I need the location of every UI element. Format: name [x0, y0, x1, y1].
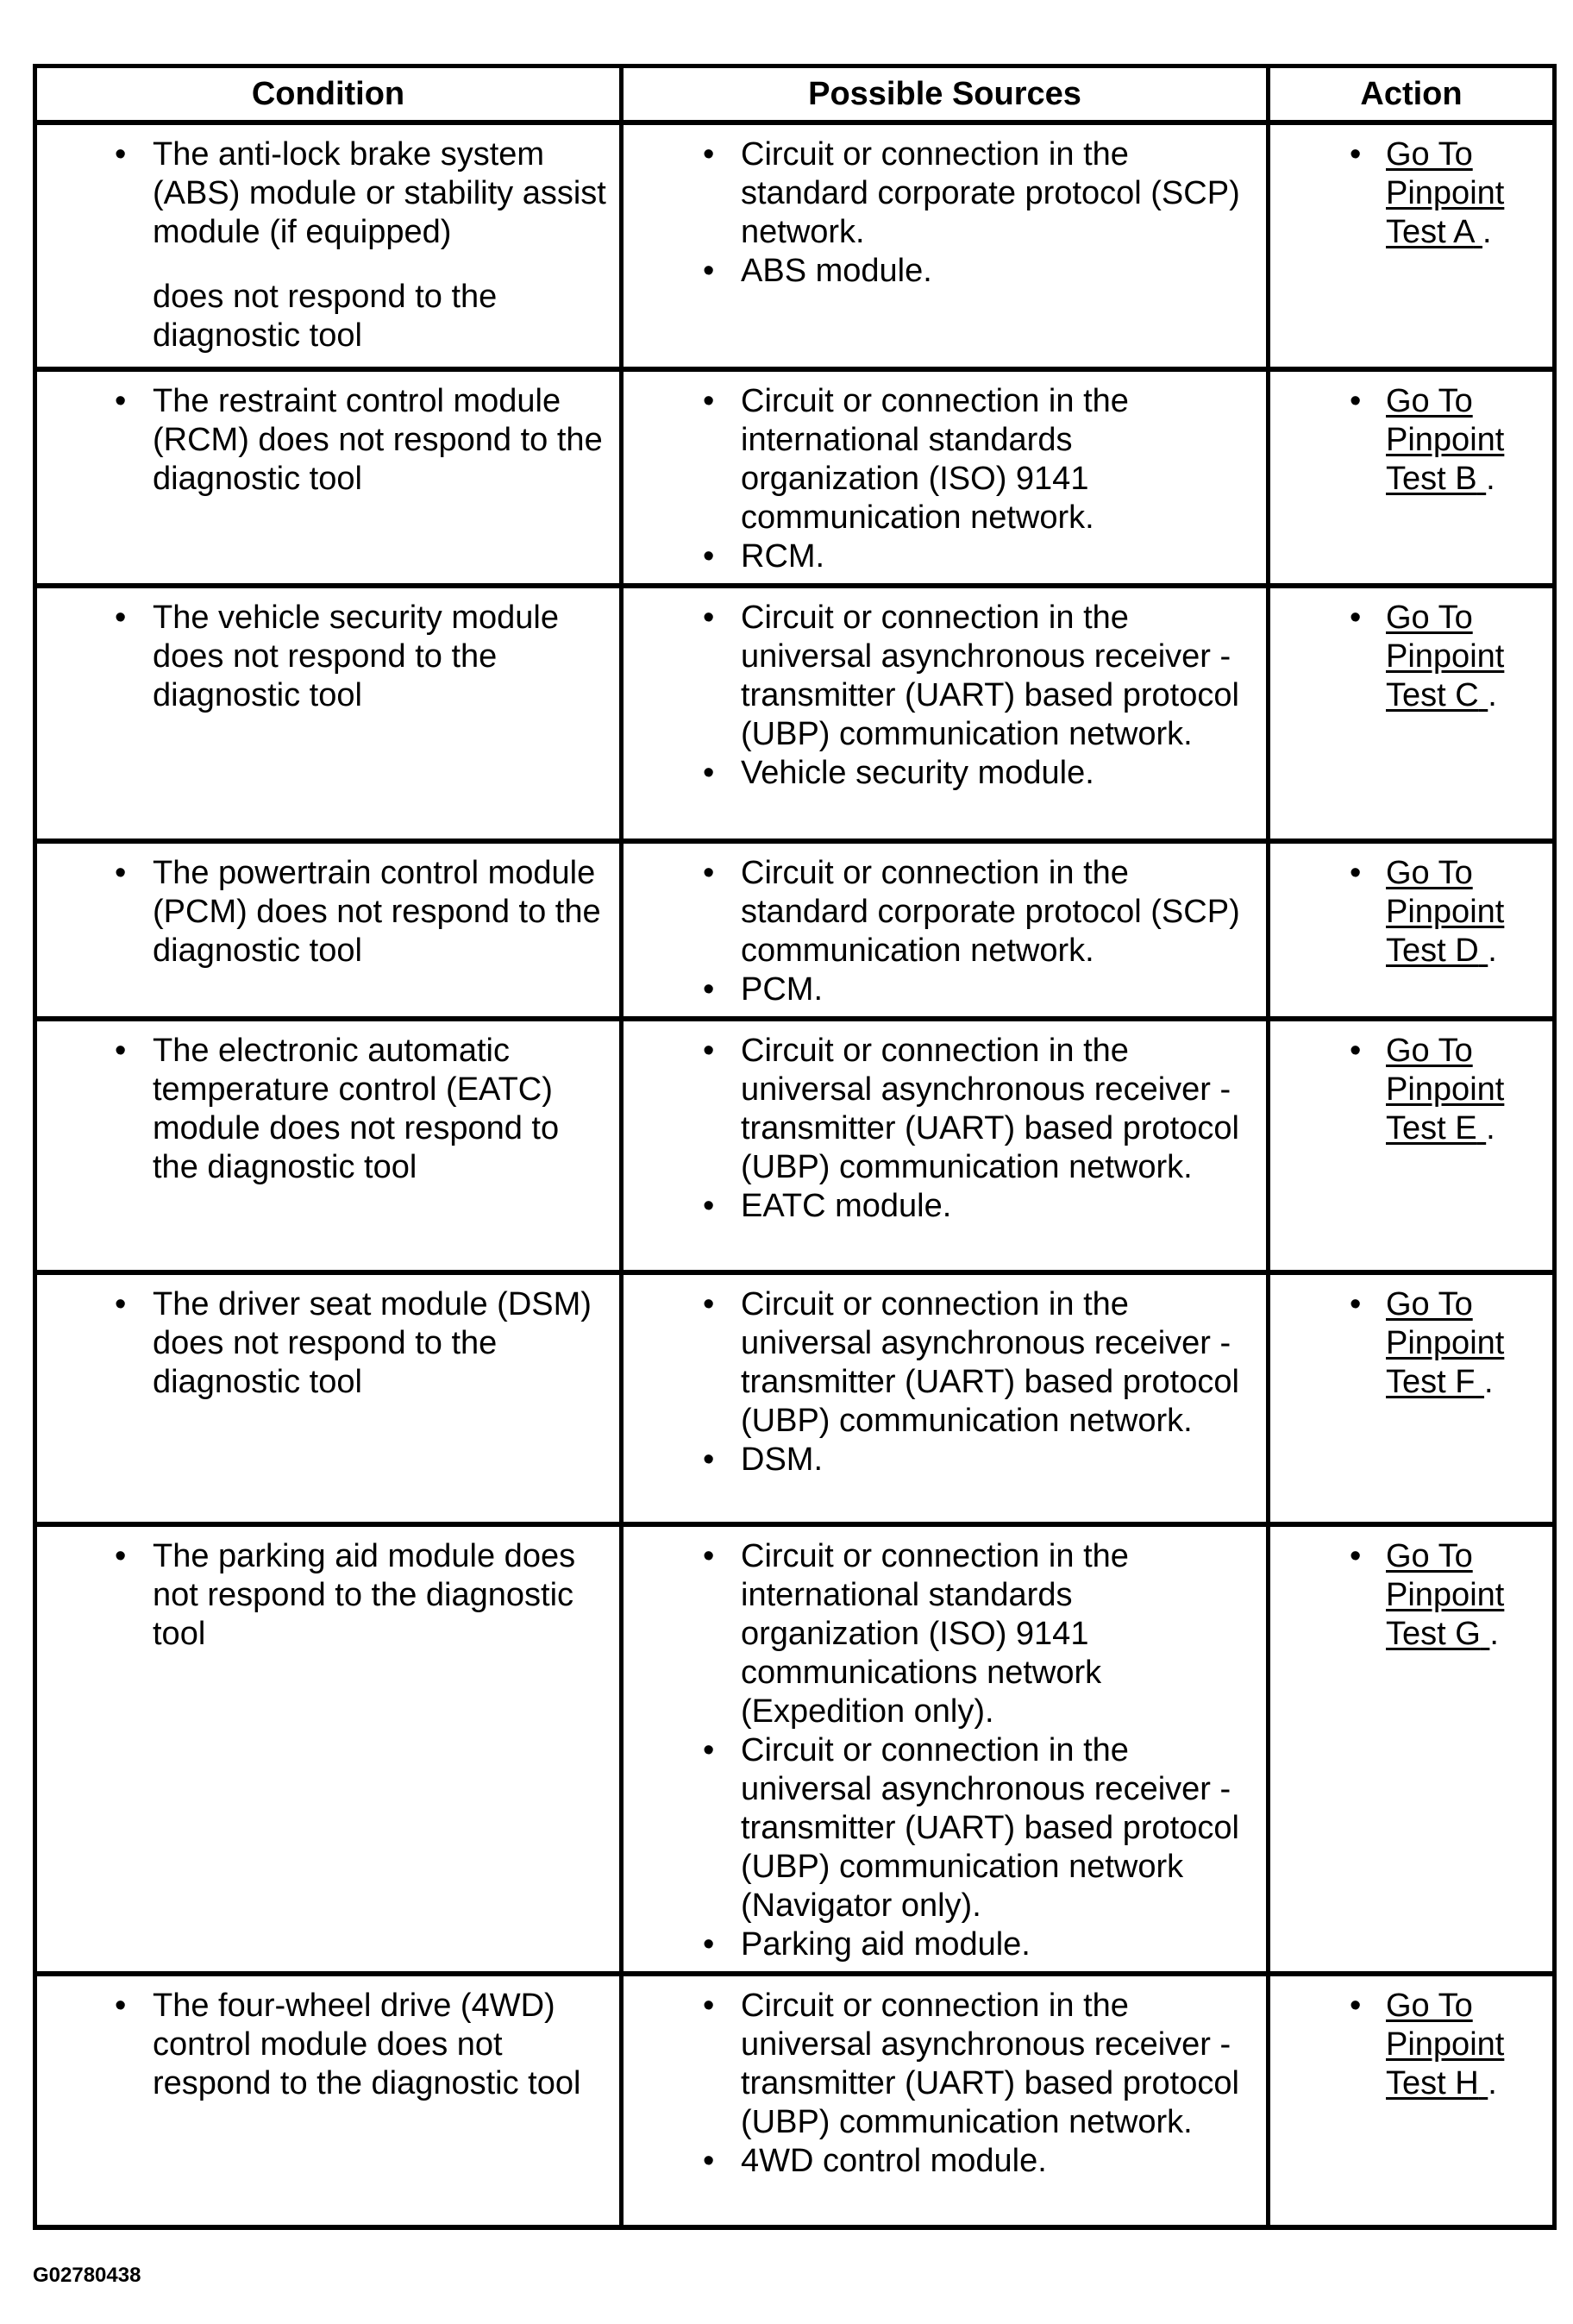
pinpoint-test-a-link[interactable]: • Go To Pinpoint Test A	[1386, 136, 1505, 250]
figure-id-label: G02780438	[33, 2264, 141, 2287]
sources-cell	[622, 1524, 1269, 1974]
source-item: • Circuit or connection in the international standards organization (ISO) 9141 communications network (Expedition only).	[636, 1537, 1254, 1731]
pinpoint-test-f-link[interactable]: • Go To Pinpoint Test F	[1386, 1286, 1505, 1400]
source-item: • Vehicle security module.	[636, 754, 1254, 793]
condition-text: • The driver seat module (DSM) does not respond to the diagnostic tool	[49, 1285, 607, 1402]
source-item: • Circuit or connection in the standard corporate protocol (SCP) communication network.	[636, 854, 1254, 970]
pinpoint-test-c-link[interactable]: • Go To Pinpoint Test C	[1386, 600, 1505, 713]
pinpoint-test-b-link[interactable]: • Go To Pinpoint Test B	[1386, 383, 1505, 497]
header-action: Action	[1269, 66, 1555, 123]
condition-text: • The vehicle security module does not respond to the diagnostic tool	[49, 599, 607, 715]
table-row	[35, 1272, 1555, 1524]
source-item: • Circuit or connection in the universal asynchronous receiver - transmitter (UART) based protocol (UBP) communication network.	[636, 1987, 1254, 2142]
condition-text: • The powertrain control module (PCM) does not respond to the diagnostic tool	[49, 854, 607, 970]
condition-cell	[35, 586, 622, 841]
action-item: • Go To Pinpoint Test F .	[1282, 1285, 1540, 1402]
source-item: • Circuit or connection in the universal asynchronous receiver - transmitter (UART) based protocol (UBP) communication network (Navigator only).	[636, 1731, 1254, 1925]
condition-text: • The restraint control module (RCM) does not respond to the diagnostic tool	[49, 382, 607, 499]
source-item: • Circuit or connection in the universal asynchronous receiver - transmitter (UART) based protocol (UBP) communication network.	[636, 1285, 1254, 1441]
pinpoint-test-h-link[interactable]: • Go To Pinpoint Test H	[1386, 1988, 1505, 2101]
condition-cell	[35, 1272, 622, 1524]
table-row	[35, 369, 1555, 586]
source-item: • Parking aid module.	[636, 1925, 1254, 1964]
condition-cell	[35, 122, 622, 369]
action-item: • Go To Pinpoint Test D .	[1282, 854, 1540, 970]
sources-cell	[622, 1974, 1269, 2227]
condition-text: • The parking aid module does not respond to the diagnostic tool	[49, 1537, 607, 1654]
action-cell	[1269, 1019, 1555, 1272]
table-header-row	[35, 66, 1555, 123]
condition-text: • The four-wheel drive (4WD) control module does not respond to the diagnostic tool	[49, 1987, 607, 2103]
source-item: • RCM.	[636, 537, 1254, 576]
header-condition: Condition	[35, 66, 622, 123]
condition-cell	[35, 841, 622, 1019]
sources-cell	[622, 586, 1269, 841]
table-row	[35, 841, 1555, 1019]
action-cell	[1269, 586, 1555, 841]
header-possible-sources: Possible Sources	[622, 66, 1269, 123]
condition-cell	[35, 1524, 622, 1974]
source-item: • ABS module.	[636, 252, 1254, 291]
action-cell	[1269, 1974, 1555, 2227]
action-item: • Go To Pinpoint Test A .	[1282, 135, 1540, 252]
action-cell	[1269, 369, 1555, 586]
condition-continuation: does not respond to the diagnostic tool	[153, 279, 498, 354]
pinpoint-test-g-link[interactable]: • Go To Pinpoint Test G	[1386, 1538, 1505, 1652]
table-row	[35, 1524, 1555, 1974]
condition-text: • The anti-lock brake system (ABS) module or stability assist module (if equipped)	[49, 135, 607, 252]
pinpoint-test-e-link[interactable]: • Go To Pinpoint Test E	[1386, 1033, 1505, 1146]
action-cell	[1269, 1524, 1555, 1974]
table-row	[35, 1019, 1555, 1272]
source-item: • Circuit or connection in the standard corporate protocol (SCP) network.	[636, 135, 1254, 252]
action-cell	[1269, 122, 1555, 369]
diagnostic-table-sheet	[33, 64, 1552, 2230]
source-item: • 4WD control module.	[636, 2142, 1254, 2181]
sources-cell	[622, 122, 1269, 369]
action-item: • Go To Pinpoint Test C .	[1282, 599, 1540, 715]
action-item: • Go To Pinpoint Test B .	[1282, 382, 1540, 499]
table-row	[35, 1974, 1555, 2227]
action-item: • Go To Pinpoint Test E .	[1282, 1032, 1540, 1148]
source-item: • Circuit or connection in the international standards organization (ISO) 9141 communication network.	[636, 382, 1254, 537]
action-cell	[1269, 841, 1555, 1019]
action-item: • Go To Pinpoint Test G .	[1282, 1537, 1540, 1654]
table-row	[35, 122, 1555, 369]
action-item: • Go To Pinpoint Test H .	[1282, 1987, 1540, 2103]
sources-cell	[622, 841, 1269, 1019]
condition-text: • The electronic automatic temperature control (EATC) module does not respond to the diagnostic tool	[49, 1032, 607, 1187]
sources-cell	[622, 369, 1269, 586]
source-item: • EATC module.	[636, 1187, 1254, 1226]
source-item: • Circuit or connection in the universal asynchronous receiver - transmitter (UART) based protocol (UBP) communication network.	[636, 1032, 1254, 1187]
symptom-chart-table	[33, 64, 1557, 2230]
action-cell	[1269, 1272, 1555, 1524]
condition-cell	[35, 369, 622, 586]
source-item: • Circuit or connection in the universal asynchronous receiver - transmitter (UART) based protocol (UBP) communication network.	[636, 599, 1254, 754]
source-item: • PCM.	[636, 970, 1254, 1009]
sources-cell	[622, 1272, 1269, 1524]
condition-cell	[35, 1974, 622, 2227]
pinpoint-test-d-link[interactable]: • Go To Pinpoint Test D	[1386, 855, 1505, 969]
sources-cell	[622, 1019, 1269, 1272]
condition-cell	[35, 1019, 622, 1272]
table-row	[35, 586, 1555, 841]
source-item: • DSM.	[636, 1441, 1254, 1479]
